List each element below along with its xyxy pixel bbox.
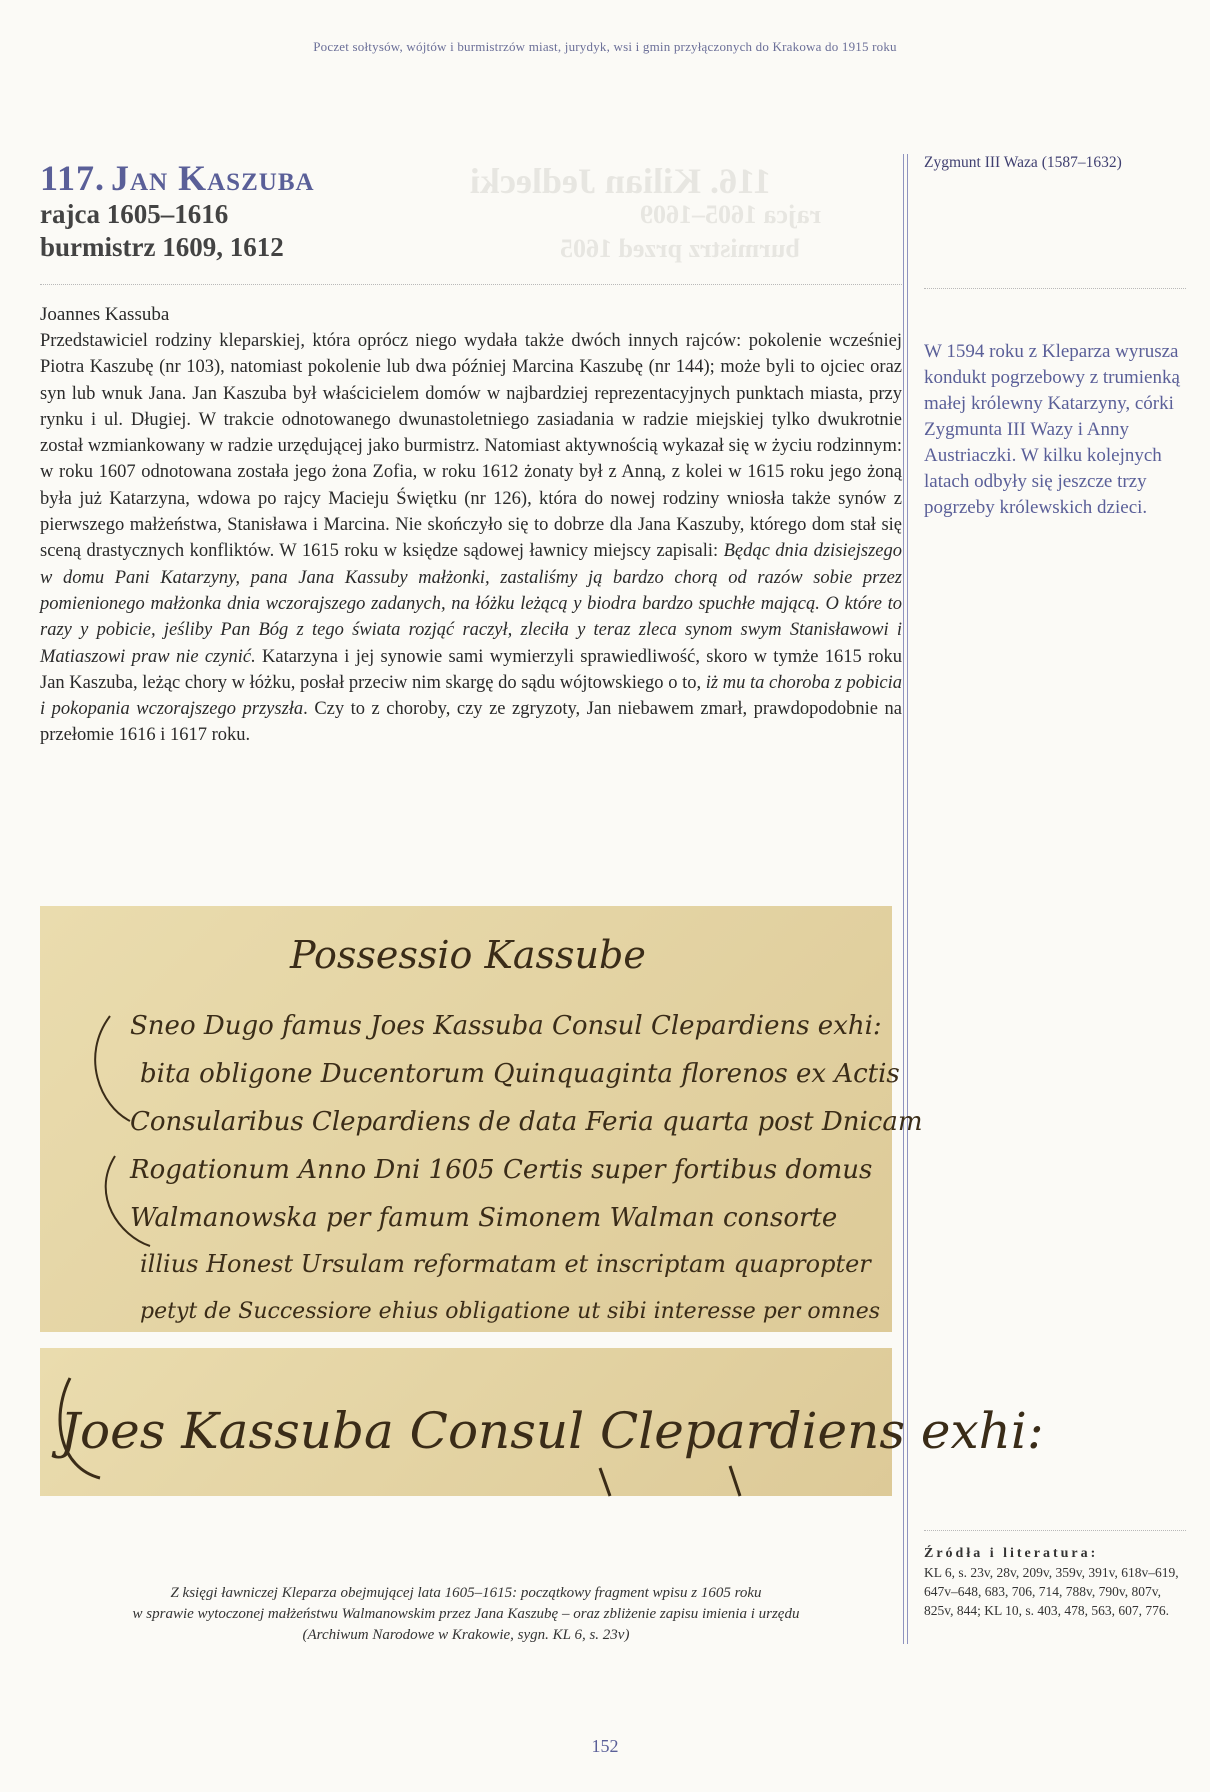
sources-block: [924, 1544, 1186, 1620]
ghost-entry-role2: burmistrz przed 1605: [560, 234, 800, 263]
caption-line: Z księgi ławniczej Kleparza obejmującej lata 1605–1615: początkowy fragment wpisu z 1605 roku: [170, 1585, 762, 1601]
biography-text-2: Katarzyna i jej synowie sami wymierzyli sprawiedliwość, skoro w tymże 1615 roku Jan Kaszuba, leżąc chory w łóżku, posłał przeciw nim skargę do sądu wójtowskiego o to,: [40, 646, 903, 693]
manuscript-descenders: [600, 1466, 740, 1496]
manuscript-heading: Possessio Kassube: [290, 933, 646, 977]
figure-caption: [40, 1583, 892, 1646]
caption-line: w sprawie wytoczonej małżeństwu Walmanowskim przez Jana Kaszubę – oraz zbliżenie zapisu imienia i urzędu: [132, 1606, 800, 1622]
manuscript-line: Consularibus Clepardiens de data Feria quarta post Dnicam: [130, 1107, 923, 1137]
caption-line: (Archiwum Narodowe w Krakowie, sygn. KL 6, s. 23v): [302, 1627, 630, 1643]
entry-name: Jan Kaszuba: [111, 158, 315, 198]
page-number: 152: [591, 1736, 619, 1756]
latin-name: Joannes Kassuba: [40, 304, 170, 325]
biography-text-1: Przedstawiciel rodziny kleparskiej, która oprócz niego wydała także dwóch innych rajców: pokolenie wcześniej Piotra Kaszubę (nr 103), natomiast pokolenie lub dwa później Marcina Kaszubę (nr 144); może byli to ojciec oraz syn lub wnuk Jana. Jan Kaszuba był właścicielem domów w najbardziej reprezentacyjnych punktach miasta, przy rynku i ul. Długiej. W trakcie odnotowanego dwunastoletniego zasiadania w radzie miejskiej tylko dwukrotnie został wzmiankowany w radzie urzędującej jako burmistrz. Natomiast aktywnością wykazał się w życiu rodzinnym: w roku 1607 odnotowana została jego żona Zofia, w roku 1612 żonaty był z Anną, z kolei w 1615 roku jego żoną była już Katarzyna, wdowa po rajcy Macieju Świętku (nr 126), która do nowej rodziny wniosła także synów z pierwszego małżeństwa, Stanisława i Marcina. Nie skończyło się to dobrze dla Jana Kaszuby, którego dom stał się sceną drastycznych konfliktów. W 1615 roku w księdze sądowej ławnicy miejscy zapisali:: [40, 331, 902, 562]
manuscript-zoom-image: [40, 1348, 1044, 1496]
manuscript-line: Walmanowska per famum Simonem Walman consorte: [130, 1203, 838, 1233]
entry-role-councillor: rajca 1605–1616: [40, 199, 229, 229]
manuscript-line: bita obligone Ducentorum Quinquaginta florenos ex Actis: [140, 1059, 900, 1089]
manuscript-zoom-line: Joes Kassuba Consul Clepardiens exhi:: [60, 1402, 1044, 1460]
manuscript-line: petyt de Successiore ehius obligatione ut sibi interesse per omnes: [140, 1299, 881, 1324]
sources-list: KL 6, s. 23v, 28v, 209v, 359v, 391v, 618v–619, 647v–648, 683, 706, 714, 788v, 790v, 807v, 825v, 844; KL 10, s. 403, 478, 563, 607, 776.: [924, 1565, 1179, 1618]
sidebar-divider: [924, 288, 1186, 289]
entry-role-mayor: burmistrz 1609, 1612: [40, 232, 284, 262]
sidebar-historical-note: W 1594 roku z Kleparza wyrusza kondukt pogrzebowy z trumienką małej królewny Katarzyny, córki Zygmunta III Wazy i Anny Austriaczki. W kilku kolejnych latach odbyły się jeszcze trzy pogrzeby królewskich dzieci.: [924, 341, 1180, 518]
complaint-quote: iż mu ta choroba z pobicia i pokopania wczorajszego przyszła: [40, 672, 902, 720]
manuscript-line: Sneo Dugo famus Joes Kassuba Consul Clepardiens exhi:: [130, 1011, 882, 1041]
biography-paragraph: [40, 328, 902, 749]
title-divider: [40, 284, 902, 285]
sources-heading: Źródła i literatura:: [924, 1546, 1099, 1561]
entry-title: [40, 158, 902, 198]
running-head: Poczet sołtysów, wójtów i burmistrzów miast, jurydyk, wsi i gmin przyłączonych do Krakowa do 1915 roku: [313, 39, 897, 54]
manuscript-line: Rogationum Anno Dni 1605 Certis super fortibus domus: [130, 1155, 873, 1185]
manuscript-image: [40, 906, 923, 1332]
ghost-entry-role1: rajca 1605–1609: [640, 200, 822, 229]
manuscript-flourish: [95, 1016, 130, 1121]
sources-divider: [924, 1530, 1186, 1531]
entry-main: [40, 158, 902, 767]
biography-text-3: . Czy to z choroby, czy ze zgryzoty, Jan niebawem zmarł, prawdopodobnie na przełomie 1616 i 1617 roku.: [40, 699, 903, 746]
sidebar-monarch: Zygmunt III Waza (1587–1632): [924, 154, 1122, 171]
court-record-quote: Będąc dnia dzisiejszego w domu Pani Katarzyny, pana Jana Kassuby małżonki, zastaliśmy ją bardzo chorą od razów sobie przez pomienionego małżonka dnia wczorajszego zadanych, na łóżku leżącą y biodra bardzo spuchłe mającą. O które to razy y pobicie, jeśliby Pan Bóg z tego świata rozjąć raczył, zleciła y teraz zleca synom swym Stanisławowi i Matiaszowi praw nie czynić.: [40, 541, 902, 667]
ghost-entry-title: 116. Kilian Jedlecki: [470, 161, 772, 201]
entry-number: 117.: [40, 158, 106, 198]
manuscript-line: illius Honest Ursulam reformatam et inscriptam quapropter: [140, 1250, 871, 1278]
